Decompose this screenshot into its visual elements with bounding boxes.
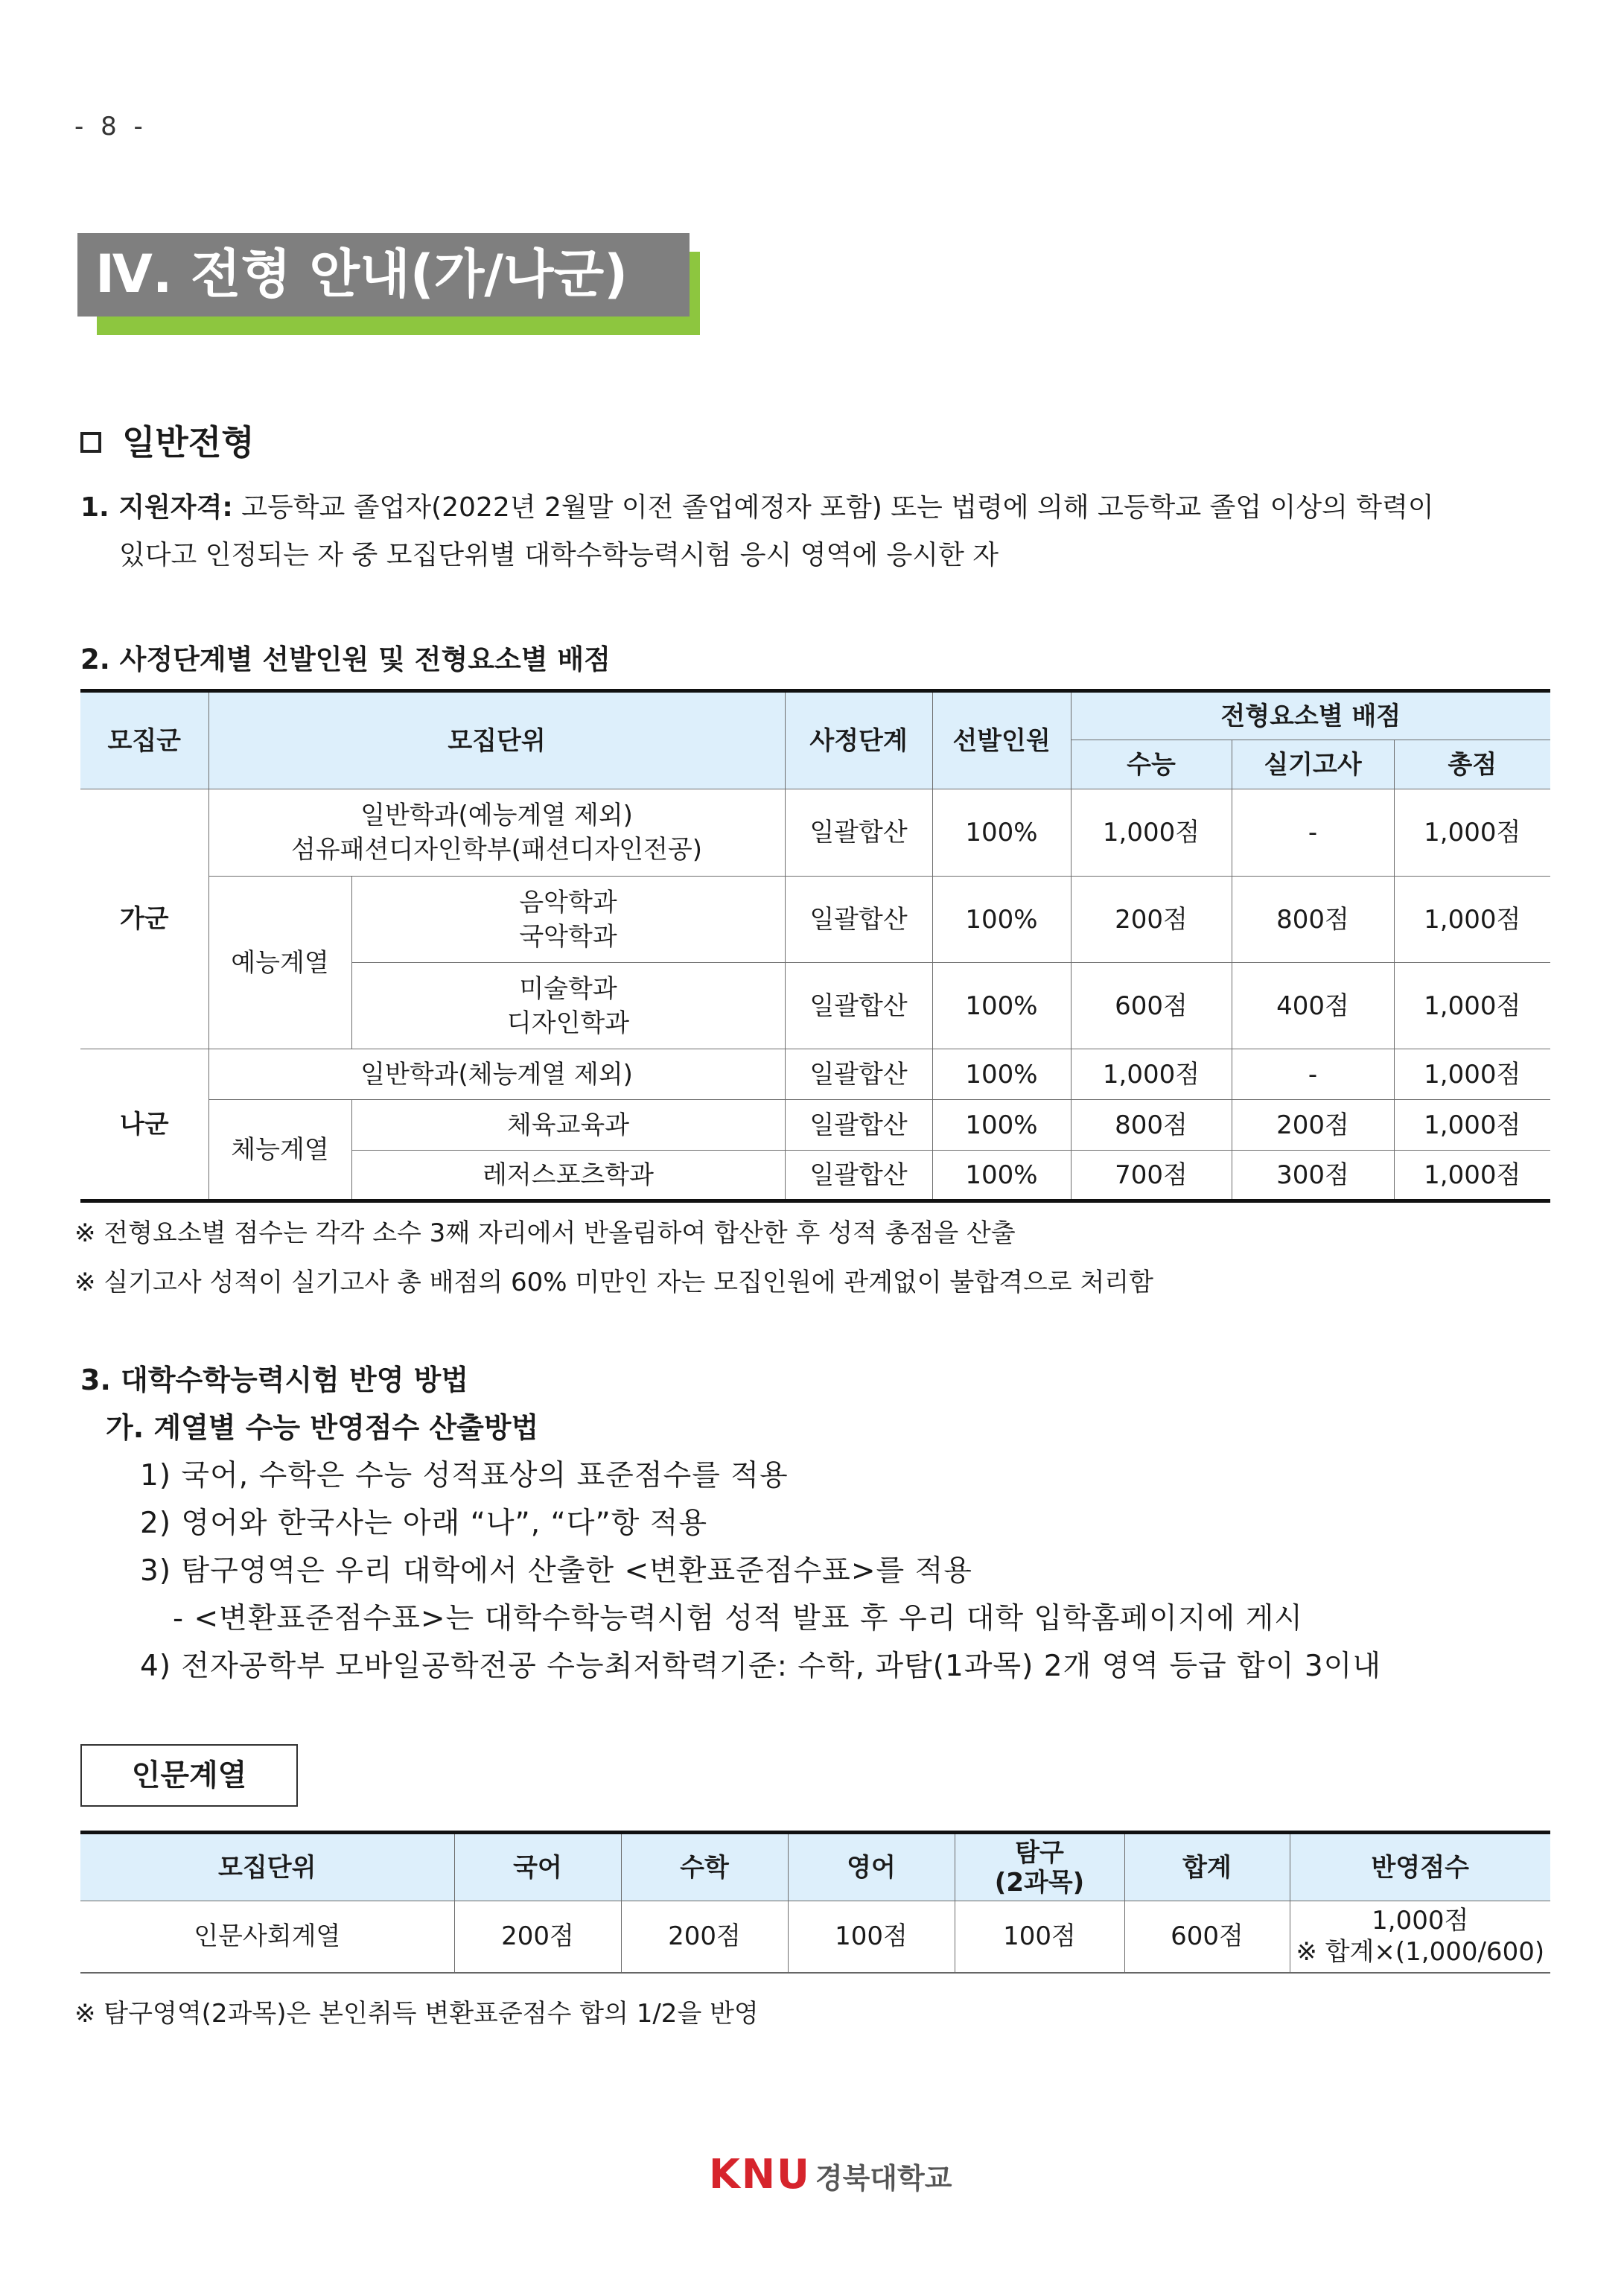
footer-logo: [709, 2151, 952, 2198]
unit-line-2: 디자인학과: [506, 1008, 630, 1038]
unit-line-2: 국악학과: [519, 921, 617, 952]
humanities-table: [80, 1831, 1550, 1974]
h-header-english: 영어: [788, 1833, 955, 1901]
unit-cell: [351, 877, 785, 963]
practical-cell: -: [1232, 789, 1394, 877]
unit-cell: [208, 789, 785, 877]
h-header-korean: 국어: [454, 1833, 621, 1901]
group-na: 나군: [80, 1049, 208, 1201]
unit-cell: [351, 963, 785, 1049]
h-korean-cell: 200점: [454, 1901, 621, 1973]
chapter-title: Ⅳ. 전형 안내(가/나군): [95, 244, 628, 305]
unit-line-1: 음악학과: [519, 887, 617, 918]
method-line-2: 2) 영어와 한국사는 아래 “나”, “다”항 적용: [140, 1507, 708, 1540]
h-inquiry-cell: 100점: [955, 1901, 1124, 1973]
header-scores: 전형요소별 배점: [1071, 691, 1550, 740]
h-header-math: 수학: [621, 1833, 788, 1901]
unit-line-1: 일반학과(예능계열 제외): [360, 801, 633, 830]
page-number: - 8 -: [74, 112, 147, 141]
item3-subtitle: 가. 계열별 수능 반영점수 산출방법: [106, 1411, 539, 1444]
table-row: [80, 1901, 1550, 1973]
unit-cell: 일반학과(체능계열 제외): [208, 1049, 785, 1100]
stage-cell: 일괄합산: [785, 1151, 932, 1201]
item3-title: 3. 대학수학능력시험 반영 방법: [80, 1364, 469, 1396]
method-line-1: 1) 국어, 수학은 수능 성적표상의 표준점수를 적용: [140, 1459, 789, 1492]
table-row: [80, 1049, 1550, 1100]
csat-cell: 1,000점: [1071, 1049, 1232, 1100]
ratio-cell: 100%: [932, 877, 1071, 963]
csat-cell: 200점: [1071, 877, 1232, 963]
header-stage: 사정단계: [785, 691, 932, 789]
h-math-cell: 200점: [621, 1901, 788, 1973]
eligibility-text-1: 고등학교 졸업자(2022년 2월말 이전 졸업예정자 포함) 또는 법령에 의해 고등학교 졸업 이상의 학력이: [241, 492, 1434, 523]
practical-cell: 200점: [1232, 1100, 1394, 1151]
practical-cell: 800점: [1232, 877, 1394, 963]
practical-cell: 300점: [1232, 1151, 1394, 1201]
csat-cell: 800점: [1071, 1100, 1232, 1151]
header-unit: 모집단위: [208, 691, 785, 789]
h-unit-cell: 인문사회계열: [80, 1901, 454, 1973]
eligibility-label: 1. 지원자격:: [80, 492, 233, 523]
table-row: [80, 877, 1550, 963]
table-row: [80, 1100, 1550, 1151]
unit-line-2: 섬유패션디자인학부(패션디자인전공): [290, 835, 703, 865]
group-ga: 가군: [80, 789, 208, 1049]
h-header-inquiry-2: (2과목): [994, 1867, 1085, 1898]
total-cell: 1,000점: [1394, 789, 1550, 877]
ratio-cell: 100%: [932, 1049, 1071, 1100]
section-title: 일반전형: [122, 422, 255, 462]
method-line-3-sub: - <변환표준점수표>는 대학수학능력시험 성적 발표 후 우리 대학 입학홈페이지에 게시: [173, 1602, 1303, 1635]
subgroup-arts: 예능계열: [208, 877, 351, 1049]
practical-cell: -: [1232, 1049, 1394, 1100]
h-header-inquiry-1: 탐구: [1015, 1837, 1064, 1868]
ratio-cell: 100%: [932, 789, 1071, 877]
knu-logo-mark: KNU: [709, 2151, 811, 2198]
unit-cell: 레저스포츠학과: [351, 1151, 785, 1201]
eligibility-line-1: [80, 484, 1434, 532]
unit-cell: 체육교육과: [351, 1100, 785, 1151]
header-practical: 실기고사: [1232, 740, 1394, 789]
h-reflected-line-1: 1,000점: [1372, 1906, 1469, 1936]
header-total: 총점: [1394, 740, 1550, 789]
stage-cell: 일괄합산: [785, 789, 932, 877]
ratio-cell: 100%: [932, 1100, 1071, 1151]
csat-cell: 1,000점: [1071, 789, 1232, 877]
h-header-inquiry: [955, 1833, 1124, 1901]
method-line-3: 3) 탐구영역은 우리 대학에서 산출한 <변환표준점수표>를 적용: [140, 1554, 972, 1588]
eligibility-text-2: 있다고 인정되는 자 중 모집단위별 대학수학능력시험 응시 영역에 응시한 자: [119, 540, 999, 570]
h-english-cell: 100점: [788, 1901, 955, 1973]
h-header-unit: 모집단위: [80, 1833, 454, 1901]
stage-cell: 일괄합산: [785, 877, 932, 963]
total-cell: 1,000점: [1394, 1100, 1550, 1151]
table-row: [80, 789, 1550, 877]
ratio-cell: 100%: [932, 963, 1071, 1049]
stage-cell: 일괄합산: [785, 1100, 932, 1151]
selection-scores-table: [80, 689, 1550, 1203]
h-reflected-cell: [1290, 1901, 1550, 1973]
h-reflected-line-2: ※ 합계×(1,000/600): [1296, 1937, 1545, 1968]
method-line-4: 4) 전자공학부 모바일공학전공 수능최저학력기준: 수학, 과탐(1과목) 2개 영역 등급 합이 3이내: [140, 1650, 1381, 1683]
subgroup-sports: 체능계열: [208, 1100, 351, 1201]
h-sum-cell: 600점: [1124, 1901, 1290, 1973]
university-name: 경북대학교: [815, 2162, 952, 2195]
total-cell: 1,000점: [1394, 877, 1550, 963]
header-csat: 수능: [1071, 740, 1232, 789]
section-heading: [80, 416, 255, 465]
item2-title: 2. 사정단계별 선발인원 및 전형요소별 배점: [80, 643, 611, 675]
header-ratio: 선발인원: [932, 691, 1071, 789]
note-inquiry: ※ 탐구영역(2과목)은 본인취득 변환표준점수 합의 1/2을 반영: [74, 1999, 759, 2029]
total-cell: 1,000점: [1394, 1151, 1550, 1201]
stage-cell: 일괄합산: [785, 963, 932, 1049]
note-rounding: ※ 전형요소별 점수는 각각 소수 3째 자리에서 반올림하여 합산한 후 성적 총점을 산출: [74, 1218, 1016, 1248]
checkbox-bullet-icon: [80, 432, 101, 453]
csat-cell: 700점: [1071, 1151, 1232, 1201]
h-header-reflected: 반영점수: [1290, 1833, 1550, 1901]
total-cell: 1,000점: [1394, 1049, 1550, 1100]
humanities-label: 인문계열: [80, 1744, 298, 1807]
ratio-cell: 100%: [932, 1151, 1071, 1201]
csat-cell: 600점: [1071, 963, 1232, 1049]
stage-cell: 일괄합산: [785, 1049, 932, 1100]
note-practical-fail: ※ 실기고사 성적이 실기고사 총 배점의 60% 미만인 자는 모집인원에 관계없이 불합격으로 처리함: [74, 1268, 1153, 1297]
header-group: 모집군: [80, 691, 208, 789]
practical-cell: 400점: [1232, 963, 1394, 1049]
total-cell: 1,000점: [1394, 963, 1550, 1049]
h-header-sum: 합계: [1124, 1833, 1290, 1901]
unit-line-1: 미술학과: [519, 973, 617, 1004]
